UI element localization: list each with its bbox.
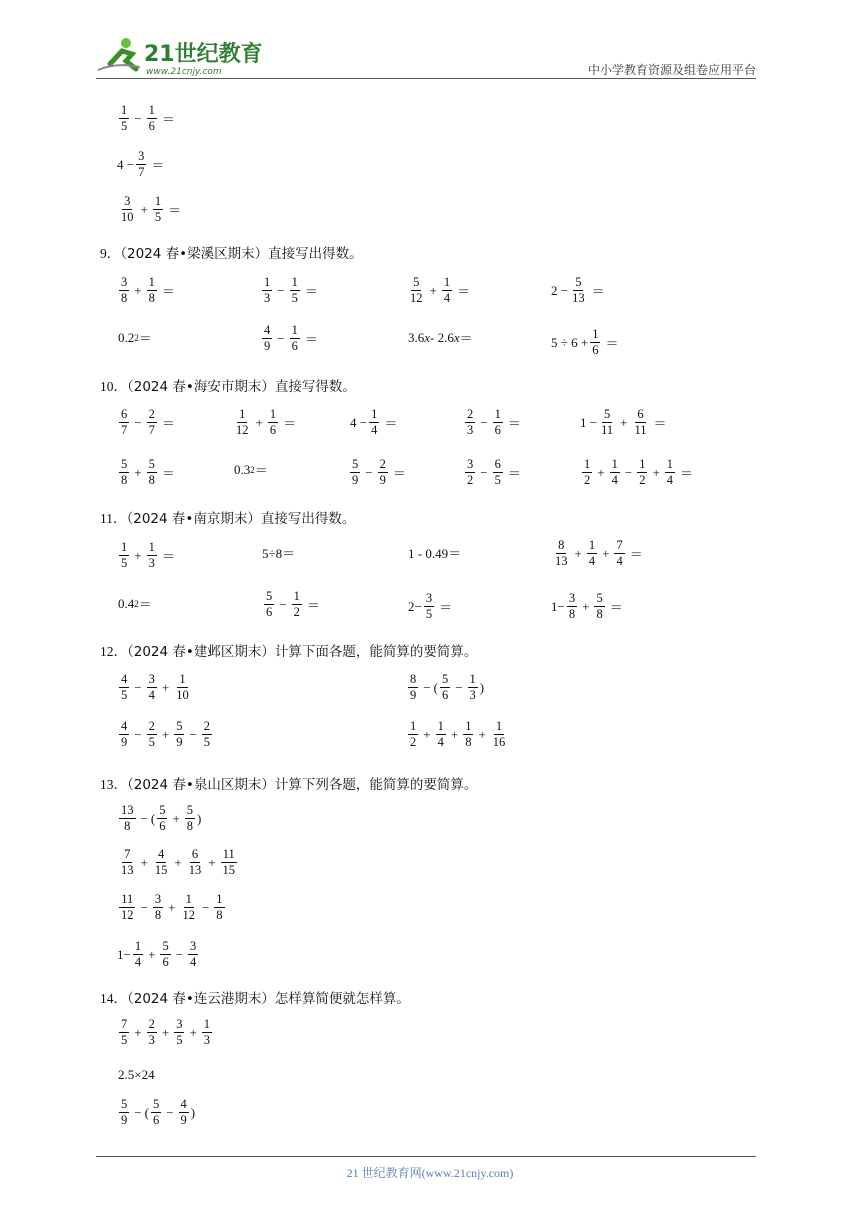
q11-expr-2: 5÷8＝ <box>262 546 296 561</box>
page-header <box>96 34 756 78</box>
q10-expr-2: $\frac{1}{12}$ + $\frac{1}{6}$ ＝ <box>236 407 297 438</box>
q12-expr-3: $\frac{4}{9}$ − $\frac{2}{5}$ + $\frac{5}{9}$ − $\frac{2}{5}$ <box>121 719 211 750</box>
q10-expr-10: $\frac{1}{2}$ + $\frac{1}{4}$ − $\frac{1}{2}$ + $\frac{1}{4}$ ＝ <box>584 457 694 488</box>
svg-text:21世纪教育: 21世纪教育 <box>144 42 263 67</box>
q10-title: 10．（2024 春•海安市期末）直接写得数。 <box>100 379 356 395</box>
q14-expr-1: $\frac{7}{5}$ + $\frac{2}{3}$ + $\frac{3}{5}$ + $\frac{1}{3}$ <box>121 1017 211 1048</box>
q9-expr-7: 3.6 x - 2.6 x ＝ <box>408 329 473 346</box>
q10-expr-5: 1 − $\frac{5}{11}$ + $\frac{6}{11}$ ＝ <box>580 407 667 438</box>
footer-divider <box>96 1156 756 1157</box>
q10-expr-6: $\frac{5}{8}$ + $\frac{5}{8}$ ＝ <box>121 457 175 488</box>
site-logo <box>96 34 266 78</box>
q9-expr-5: 0.2 2 ＝ <box>118 329 152 346</box>
q11-expr-6: $\frac{5}{6}$ − $\frac{1}{2}$ ＝ <box>266 589 320 620</box>
q11-expr-8: 1− $\frac{3}{8}$ + $\frac{5}{8}$ ＝ <box>551 591 623 622</box>
q13-expr-1: $\frac{13}{8}$ − ( $\frac{5}{6}$ + $\frac{5}{8}$ ) <box>121 803 202 834</box>
q10-expr-7: 0.3 2 ＝ <box>234 461 268 478</box>
q10-expr-4: $\frac{2}{3}$ − $\frac{1}{6}$ ＝ <box>467 407 521 438</box>
site-slogan: 中小学教育资源及组卷应用平台 <box>587 63 756 77</box>
q9-expr-3: $\frac{5}{12}$ + $\frac{1}{4}$ ＝ <box>410 275 471 306</box>
q14-expr-2: 2.5×24 <box>118 1067 155 1082</box>
q9-expr-2: $\frac{1}{3}$ − $\frac{1}{5}$ ＝ <box>264 275 318 306</box>
q10-expr-1: $\frac{6}{7}$ − $\frac{2}{7}$ ＝ <box>121 407 175 438</box>
q10-expr-9: $\frac{3}{2}$ − $\frac{6}{5}$ ＝ <box>467 457 521 488</box>
svg-text:www.21cnjy.com: www.21cnjy.com <box>146 67 222 77</box>
q11-expr-7: 2− $\frac{3}{5}$ ＝ <box>408 591 453 622</box>
q11-expr-5: 0.4 2 ＝ <box>118 595 152 612</box>
q8-expr-2: 4 − $\frac{3}{7}$ ＝ <box>117 149 165 180</box>
q10-expr-8: $\frac{5}{9}$ − $\frac{2}{9}$ ＝ <box>352 457 406 488</box>
q14-expr-3: $\frac{5}{9}$ − ( $\frac{5}{6}$ − $\frac{4}{9}$ ) <box>121 1097 196 1128</box>
q12-expr-1: $\frac{4}{5}$ − $\frac{3}{4}$ + $\frac{1}{10}$ <box>121 672 189 703</box>
q9-expr-4: 2 − $\frac{5}{13}$ ＝ <box>551 275 605 306</box>
q11-expr-4: $\frac{8}{13}$ + $\frac{1}{4}$ + $\frac{7}{4}$ ＝ <box>555 538 643 569</box>
q12-title: 12．（2024 春•建邺区期末）计算下面各题，能简算的要简算。 <box>100 644 478 660</box>
q8-expr-3: $\frac{3}{10}$ + $\frac{1}{5}$ ＝ <box>121 194 182 225</box>
q11-expr-1: $\frac{1}{5}$ + $\frac{1}{3}$ ＝ <box>121 540 175 571</box>
q8-expr-1: $\frac{1}{5}$ − $\frac{1}{6}$ ＝ <box>121 103 175 134</box>
q12-expr-4: $\frac{1}{2}$ + $\frac{1}{4}$ + $\frac{1}{8}$ + $\frac{1}{16}$ <box>410 719 506 750</box>
q9-title: 9．（2024 春•梁溪区期末）直接写出得数。 <box>100 246 363 262</box>
q10-expr-3: 4 − $\frac{1}{4}$ ＝ <box>350 407 398 438</box>
q11-expr-3: 1 - 0.49＝ <box>408 546 462 561</box>
q9-expr-6: $\frac{4}{9}$ − $\frac{1}{6}$ ＝ <box>264 323 318 354</box>
q9-expr-8: 5 ÷ 6 + $\frac{1}{6}$ ＝ <box>551 327 619 358</box>
q13-title: 13．（2024 春•泉山区期末）计算下列各题，能简算的要简算。 <box>100 777 478 793</box>
q9-expr-1: $\frac{3}{8}$ + $\frac{1}{8}$ ＝ <box>121 275 175 306</box>
q13-expr-3: $\frac{11}{12}$ − $\frac{3}{8}$ + $\frac{1}{12}$ − $\frac{1}{8}$ <box>121 892 223 923</box>
q12-expr-2: $\frac{8}{9}$ − ( $\frac{5}{6}$ − $\frac{1}{3}$ ) <box>410 672 485 703</box>
q13-expr-4: 1− $\frac{1}{4}$ + $\frac{5}{6}$ − $\frac{3}{4}$ <box>117 939 197 970</box>
q14-title: 14．（2024 春•连云港期末）怎样算简便就怎样算。 <box>100 991 410 1007</box>
q11-title: 11．（2024 春•南京期末）直接写出得数。 <box>100 511 356 527</box>
page-footer: 21 世纪教育网(www.21cnjy.com) <box>346 1166 514 1180</box>
header-divider <box>96 78 756 79</box>
q13-expr-2: $\frac{7}{13}$ + $\frac{4}{15}$ + $\frac{6}{13}$ + $\frac{11}{15}$ <box>121 847 236 878</box>
